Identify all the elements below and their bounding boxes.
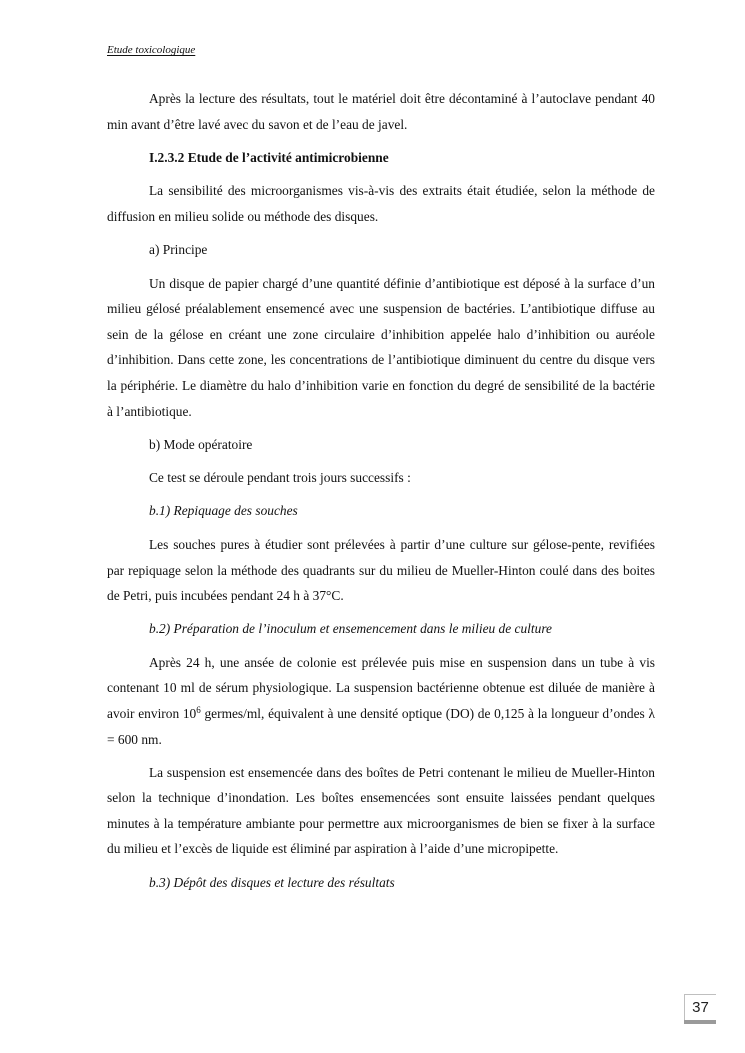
exponent: 6	[196, 704, 201, 715]
paragraph-inoculum	[107, 650, 655, 752]
document-body	[107, 86, 655, 903]
subheading-mode-operatoire: b) Mode opératoire	[149, 436, 253, 452]
page-number-bar	[684, 1020, 716, 1024]
subheading-principe: a) Principe	[149, 241, 208, 257]
subheading-depot-disques: b.3) Dépôt des disques et lecture des résultats	[149, 874, 395, 890]
paragraph-three-days: Ce test se déroule pendant trois jours successifs :	[149, 470, 411, 486]
subheading-inoculum: b.2) Préparation de l’inoculum et ensemencement dans le milieu de culture	[149, 621, 552, 637]
section-heading-antimicrobial: I.2.3.2 Etude de l’activité antimicrobienne	[149, 149, 389, 165]
paragraph-ensemencement: La suspension est ensemencée dans des boîtes de Petri contenant le milieu de Mueller-Hinton selon la technique d’inondation. Les boîtes ensemencées sont ensuite laissées pendant quelques minutes à la température ambiante pour permettre aux microorganismes de bien se fixer à la surface du milieu et l’excès de liquide est éliminé par aspiration à l’aide d’une micropipette.	[107, 764, 655, 857]
inoculum-text-end: germes/ml, équivalent à une densité optique (DO) de 0,125 à la longueur d’ondes λ = 600 nm.	[107, 705, 655, 747]
running-header: Etude toxicologique	[107, 44, 196, 56]
paragraph-repiquage: Les souches pures à étudier sont prélevées à partir d’une culture sur gélose-pente, revifiées par repiquage selon la méthode des quadrants sur du milieu de Mueller-Hinton coulé dans des boites de Petri, puis incubées pendant 24 h à 37°C.	[107, 536, 655, 604]
paragraph-autoclave: Après la lecture des résultats, tout le matériel doit être décontaminé à l’autoclave pendant 40 min avant d’être lavé avec du savon et de l’eau de javel.	[107, 91, 655, 132]
paragraph-disc-method: La sensibilité des microorganismes vis-à-vis des extraits était étudiée, selon la méthode de diffusion en milieu solide ou méthode des disques.	[107, 183, 655, 224]
subheading-repiquage: b.1) Repiquage des souches	[149, 503, 298, 519]
page-number: 37	[684, 994, 716, 1020]
paragraph-principe: Un disque de papier chargé d’une quantité définie d’antibiotique est déposé à la surface d’un milieu gélosé préalablement ensemencé avec une suspension de bactéries. L’antibiotique diffuse au sein de la gélose en créant une zone circulaire d’inhibition appelée halo d’inhibition ou auréole d’inhibition. Dans cette zone, les concentrations de l’antibiotique diminuent du centre du disque vers la périphérie. Le diamètre du halo d’inhibition varie en fonction du degré de sensibilité de la bactérie à l’antibiotique.	[107, 275, 655, 419]
inoculum-text-start: Après 24 h, une ansée de colonie est prélevée puis mise en suspension dans un tube à vis contenant 10 ml de sérum physiologique. La suspension bactérienne obtenue est diluée de manière à avoir environ 10	[107, 654, 655, 721]
